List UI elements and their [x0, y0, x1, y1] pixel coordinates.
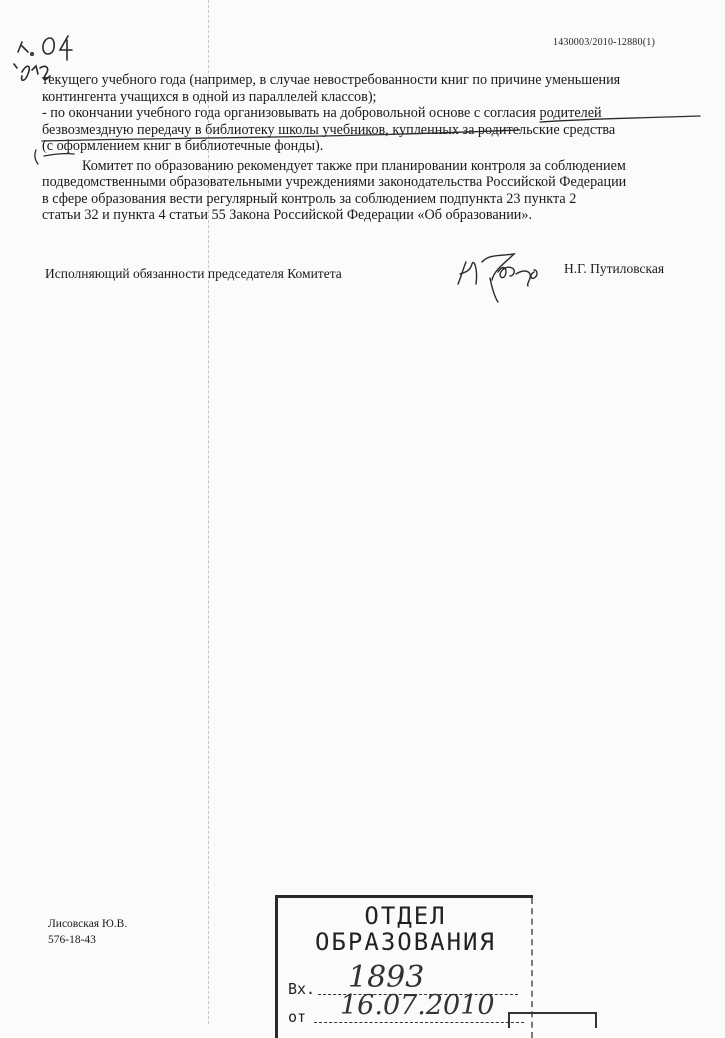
stamp-title-line2: ОБРАЗОВАНИЯ [315, 928, 496, 956]
signatory-name: Н.Г. Путиловская [564, 261, 665, 276]
paragraph-line: подведомственными образовательными учреждениями законодательства Российской Федерации [42, 174, 627, 190]
stamp-title-line1: ОТДЕЛ [364, 902, 447, 930]
stamp-incoming-label: Вх. [288, 980, 316, 998]
paragraph-line: в сфере образования вести регулярный контроль за соблюдением подпункта 23 пункта 2 [42, 190, 577, 207]
secondary-stamp-fragment [508, 1012, 597, 1028]
document-number: 1430003/2010-12880(1) [553, 37, 655, 48]
stamp-incoming-number: 1893 [348, 960, 425, 995]
executor-info [48, 916, 127, 948]
body-line: - по окончании учебного года организовывать на добровольной основе с согласия родителей [42, 105, 602, 121]
executor-phone: 576-18-43 [48, 934, 96, 946]
body-line: (с оформлением книг в библиотечные фонды). [42, 138, 324, 154]
handwritten-underline [0, 0, 725, 200]
handwritten-signature [454, 244, 569, 304]
incoming-stamp [275, 895, 533, 1038]
stamp-line [314, 1022, 524, 1023]
stamp-date-value: 16.07.2010 [340, 990, 495, 1021]
stamp-date-label: от [288, 1008, 307, 1026]
signatory-title: Исполняющий обязанности председателя Комитета [45, 266, 342, 281]
executor-name: Лисовская Ю.В. [48, 918, 128, 930]
paragraph-line: Комитет по образованию рекомендует также при планировании контроля за соблюдением [82, 157, 626, 174]
body-line: безвозмездную передачу в библиотеку школы учебников, купленных за родительские средства [42, 121, 616, 138]
body-line: контингента учащихся в одной из параллелей классов); [42, 88, 377, 105]
body-line: текущего учебного года (например, в случае невостребованности книг по причине уменьшения [42, 72, 621, 88]
paragraph-line: статьи 32 и пункта 4 статьи 55 Закона Российской Федерации «Об образовании». [42, 207, 533, 223]
